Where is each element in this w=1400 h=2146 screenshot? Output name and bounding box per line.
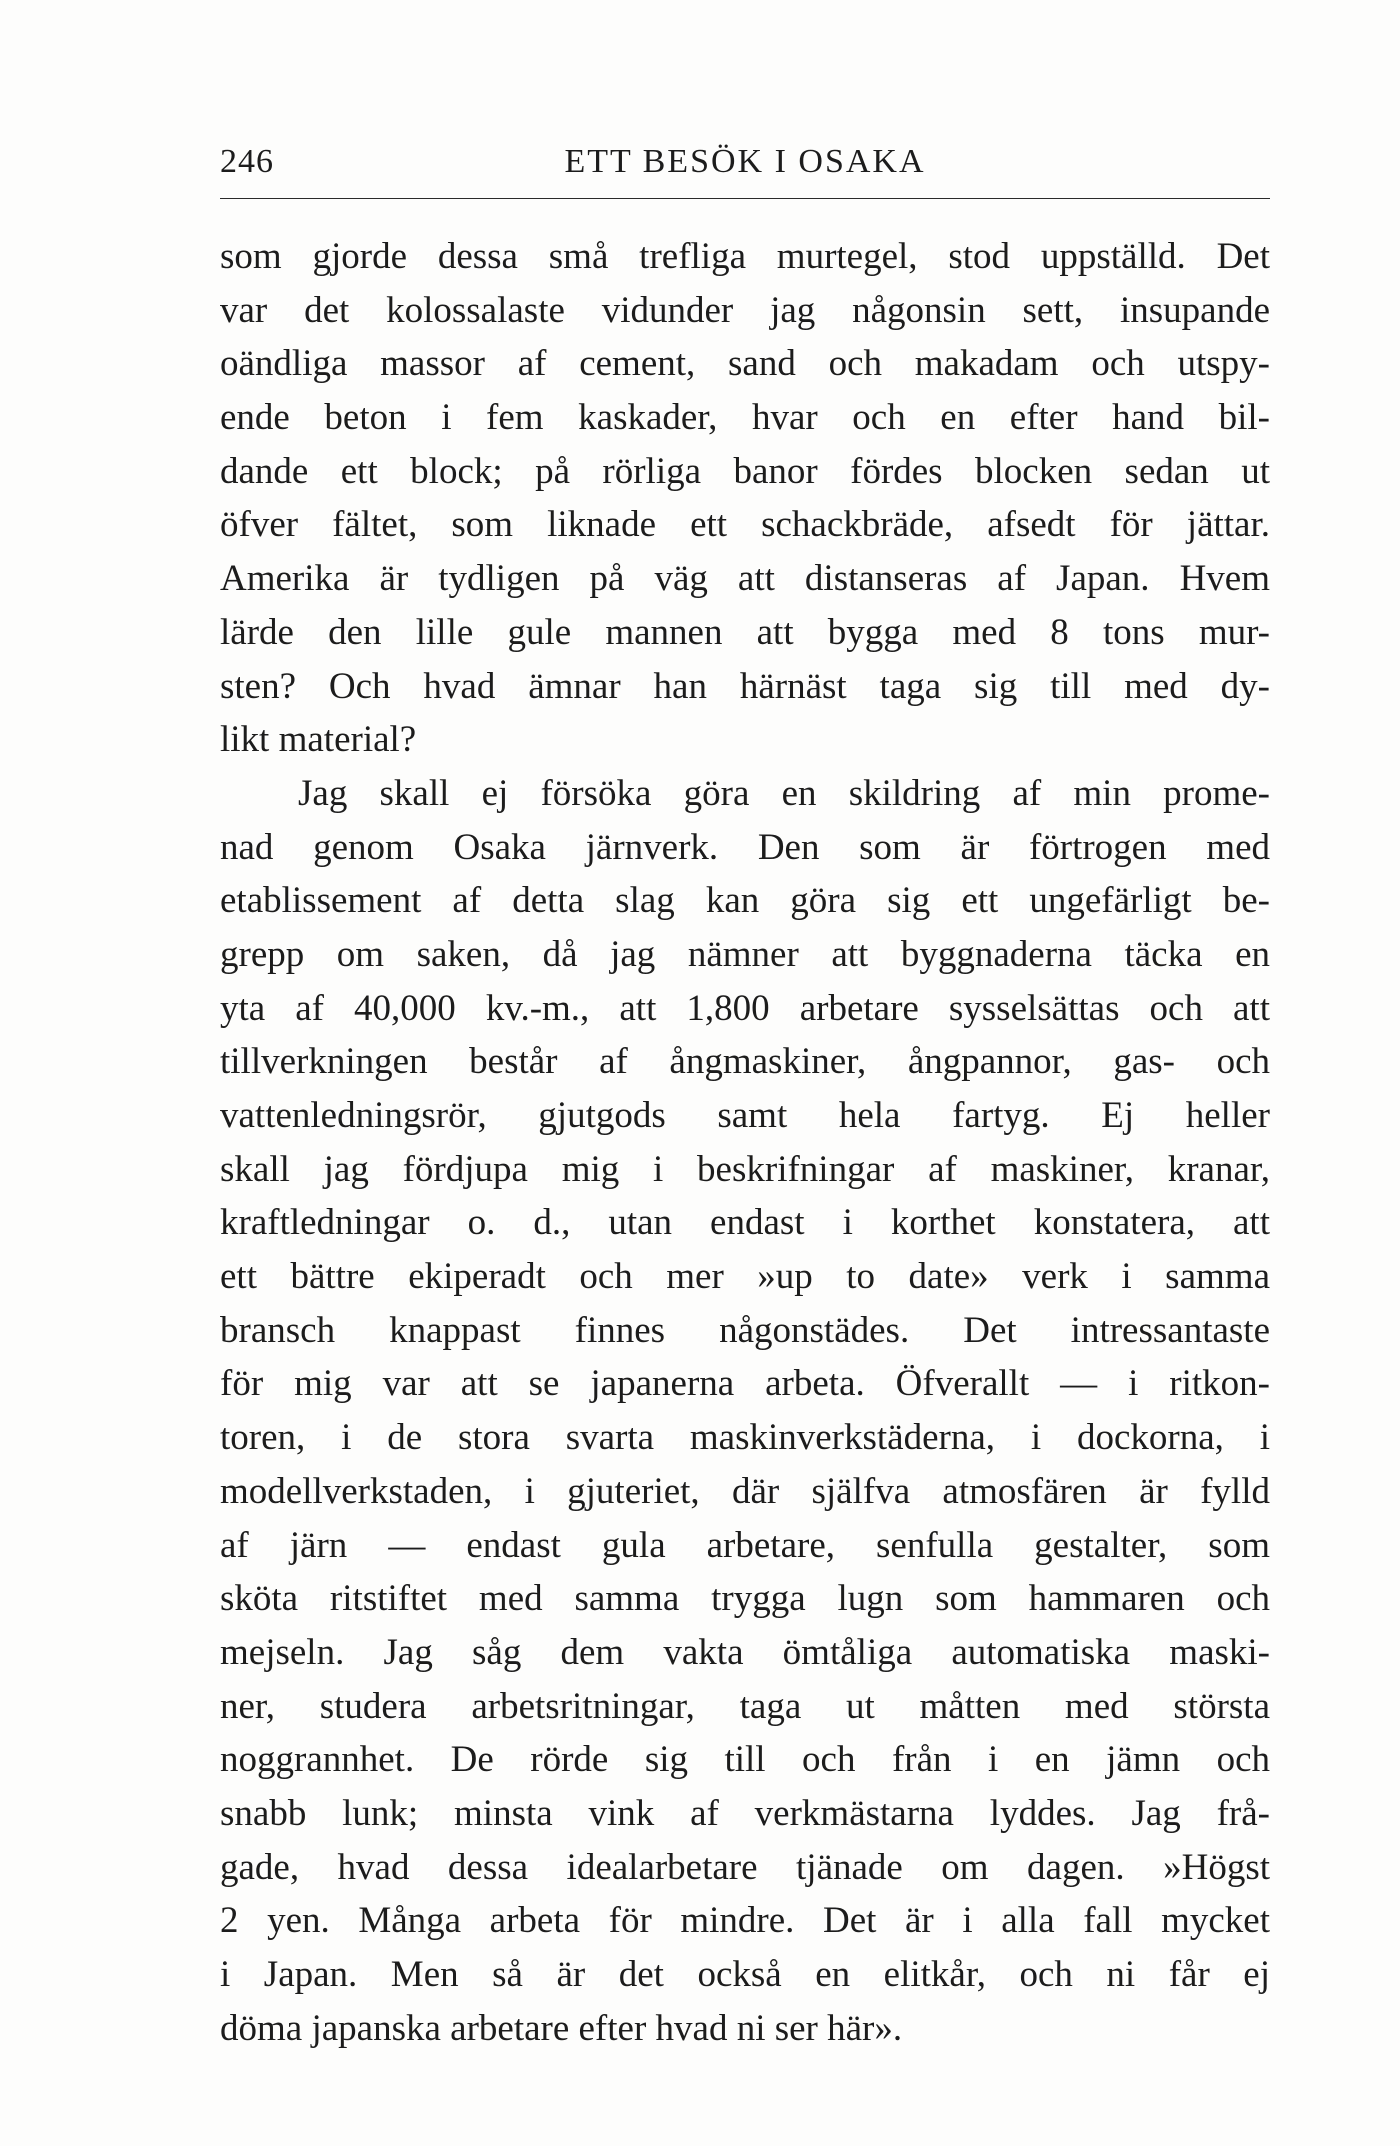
text-line: noggrannhet. De rörde sig till och från i en jämn och <box>220 1739 1270 1781</box>
text-line: Amerika är tydligen på väg att distanseras af Japan. Hvem <box>220 558 1270 600</box>
text-line: kraftledningar o. d., utan endast i korthet konstatera, att <box>220 1202 1270 1244</box>
text-line: skall jag fördjupa mig i beskrifningar af maskiner, kranar, <box>220 1148 1270 1190</box>
text-line: modellverkstaden, i gjuteriet, där själfva atmosfären är fylld <box>220 1470 1270 1512</box>
text-line: bransch knappast finnes någonstädes. Det intressantaste <box>220 1309 1270 1351</box>
text-line: tillverkningen består af ångmaskiner, ångpannor, gas- och <box>220 1041 1270 1083</box>
text-line: dande ett block; på rörliga banor fördes blocken sedan ut <box>220 450 1270 492</box>
text-line: öfver fältet, som liknade ett schackbräde, afsedt för jättar. <box>220 504 1270 546</box>
text-line: Jag skall ej försöka göra en skildring af min prome- <box>298 772 1270 814</box>
text-line: likt material? <box>220 719 417 761</box>
text-line: i Japan. Men så är det också en elitkår, och ni får ej <box>220 1954 1270 1995</box>
header-rule <box>220 198 1270 199</box>
body-text <box>220 230 1270 2055</box>
text-line: lärde den lille gule mannen att bygga med 8 tons mur- <box>220 611 1270 653</box>
text-line: sköta ritstiftet med samma trygga lugn som hammaren och <box>220 1578 1270 1620</box>
text-line: yta af 40,000 kv.-m., att 1,800 arbetare sysselsättas och att <box>220 987 1270 1029</box>
text-line: vattenledningsrör, gjutgods samt hela fartyg. Ej heller <box>220 1095 1270 1136</box>
text-line: nad genom Osaka järnverk. Den som är förtrogen med <box>220 826 1270 868</box>
text-line: var det kolossalaste vidunder jag någonsin sett, insupande <box>220 289 1270 331</box>
text-line: mejseln. Jag såg dem vakta ömtåliga automatiska maski- <box>220 1631 1270 1673</box>
text-line: 2 yen. Många arbeta för mindre. Det är i alla fall mycket <box>220 1900 1270 1942</box>
text-line: af järn — endast gula arbetare, senfulla gestalter, som <box>220 1524 1270 1566</box>
text-line: toren, i de stora svarta maskinverkstäderna, i dockorna, i <box>220 1417 1270 1459</box>
text-line: ner, studera arbetsritningar, taga ut måtten med största <box>220 1685 1270 1727</box>
text-line: ende beton i fem kaskader, hvar och en efter hand bil- <box>220 397 1270 439</box>
text-line: gade, hvad dessa idealarbetare tjänade om dagen. »Högst <box>220 1846 1270 1888</box>
running-head <box>220 140 1270 184</box>
text-line: ett bättre ekiperadt och mer »up to date» verk i samma <box>220 1256 1270 1298</box>
text-line: sten? Och hvad ämnar han härnäst taga sig till med dy- <box>220 665 1270 707</box>
text-line: för mig var att se japanerna arbeta. Öfverallt — i ritkon- <box>220 1363 1270 1405</box>
text-line: som gjorde dessa små trefliga murtegel, stod uppställd. Det <box>220 236 1270 277</box>
text-line: etablissement af detta slag kan göra sig ett ungefärligt be- <box>220 880 1270 922</box>
text-line: grepp om saken, då jag nämner att byggnaderna täcka en <box>220 933 1270 975</box>
page-number: 246 <box>220 143 274 180</box>
text-line: oändliga massor af cement, sand och makadam och utspy- <box>220 343 1270 385</box>
text-line: snabb lunk; minsta vink af verkmästarna lyddes. Jag frå- <box>220 1792 1270 1834</box>
running-title: ETT BESÖK I OSAKA <box>564 143 926 180</box>
text-line: döma japanska arbetare efter hvad ni ser här». <box>220 2007 903 2049</box>
